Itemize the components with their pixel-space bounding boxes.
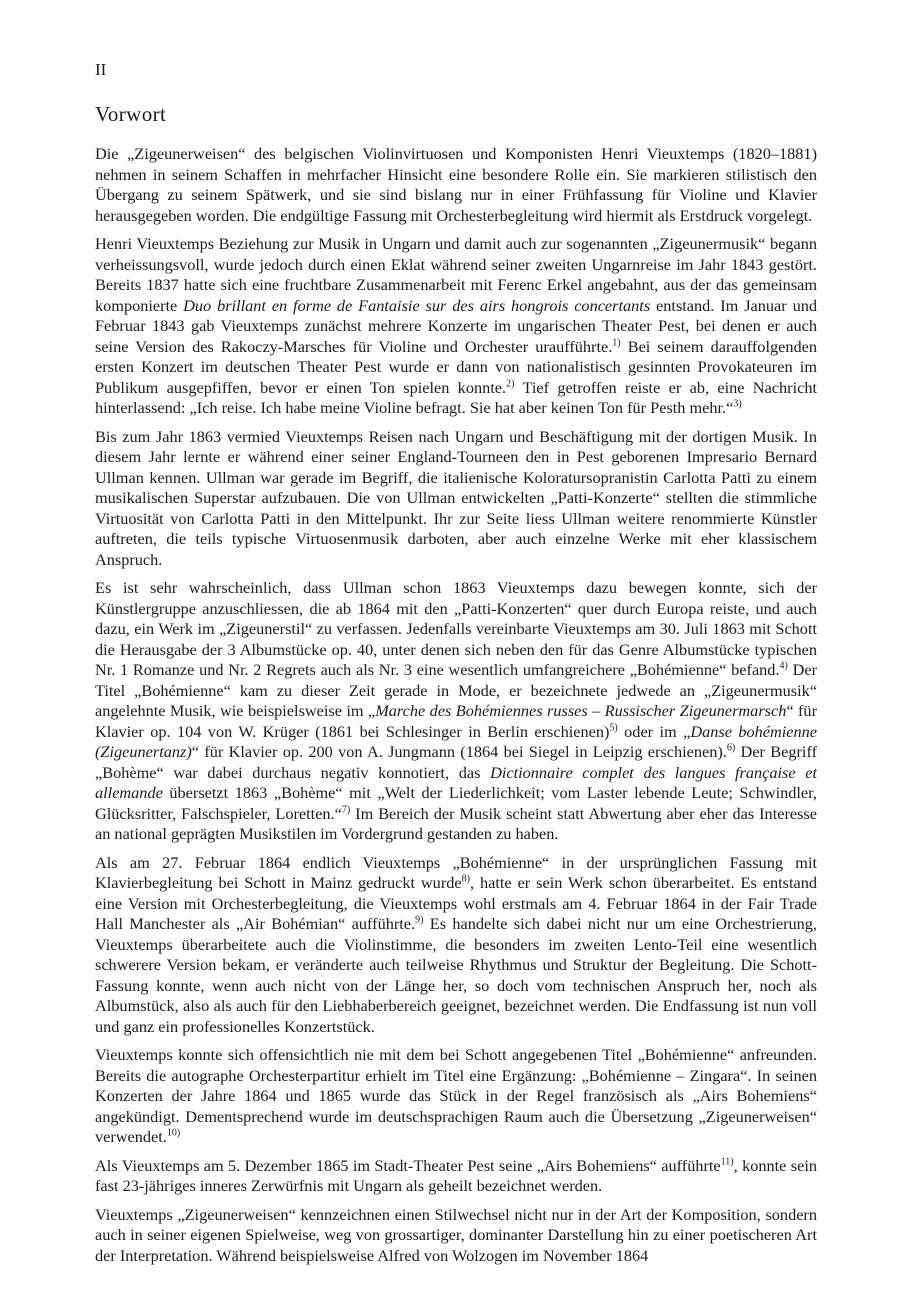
- paragraph: [95, 578, 817, 845]
- text-run: übersetzt 1863 „Bohème“ mit „Welt der Liederlichkeit; vom Laster lebende Leute; Schwindler, Glücksritter, Falschspieler, Loretten.“: [95, 783, 817, 823]
- paragraph: [95, 144, 817, 226]
- footnote-reference: 8): [461, 873, 470, 885]
- italic-text: Marche des Bohémiennes russes – Russischer Zigeunermarsch: [375, 701, 787, 720]
- text-run: Es handelte sich dabei nicht nur um eine Orchestrierung, Vieuxtemps überarbeitete auch die Violinstimme, die besonders im zweiten Lento-Teil eine wesentlich schwerere Version bekam, er veränderte auch teilweise Rhythmus und Struktur der Begleitung. Die Schott-Fassung konnte, wenn auch nicht von der Länge her, so doch vom technischen Anspruch her, noch als Albumstück, also als auch für den Liebhaberbereich geeignet, bezeichnet werden. Die Endfassung ist nun voll und ganz ein professionelles Konzertstück.: [95, 914, 817, 1036]
- italic-text: Duo brillant en forme de Fantaisie sur des airs hongrois concertants: [183, 295, 651, 315]
- text-run: Die „Zigeunerweisen“ des belgischen Violinvirtuosen und Komponisten Henri Vieuxtemps (1820–1881) nehmen in seinem Schaffen in mehrfacher Hinsicht eine besondere Rolle ein. Sie markieren stilistisch den Übergang zu seinem Spätwerk, und sie sind bislang nur in einer Frühfassung für Violine und Klavier herausgegeben worden. Die endgültige Fassung mit Orchesterbegleitung wird hiermit als Erstdruck vorgelegt.: [95, 144, 817, 225]
- paragraph: [95, 1205, 817, 1267]
- text-run: , konnte sein fast 23-jähriges inneres Zerwürfnis mit Ungarn als geheilt bezeichnet werden.: [95, 1155, 817, 1195]
- paragraph: [95, 234, 817, 419]
- text-run: Der Titel „Bohémienne“ kam zu dieser Zeit gerade in Mode, er bezeichnete jedwede an „Zigeunermusik“ angelehnte Musik, wie beispielsweise im „: [95, 660, 817, 720]
- text-run: Als Vieuxtemps am 5. Dezember 1865 im Stadt-Theater Pest seine „Airs Bohemiens“ aufführte: [95, 1155, 721, 1175]
- page-number: II: [95, 60, 107, 79]
- text-run: Bis zum Jahr 1863 vermied Vieuxtemps Reisen nach Ungarn und Beschäftigung mit der dortigen Musik. In diesem Jahr lernte er während einer seiner England-Tourneen den in Pest geborenen Impresario Bernard Ullman kennen. Ullman war gerade im Begriff, die italienische Koloratursopranistin Carlotta Patti zu einem musikalischen Superstar aufzubauen. Die von Ullman entwickelten „Patti-Konzerte“ stellten die stimmliche Virtuosität von Carlotta Patti in den Mittelpunkt. Ihr zur Seite liess Ullman weitere renommierte Künstler auftreten, die teils typische Virtuosenmusik darboten, aber auch einzelne Werke mit eher klassischem Anspruch.: [95, 426, 817, 569]
- text-run: , hatte er sein Werk schon überarbeitet. Es entstand eine Version mit Orchesterbegleitung, die Vieuxtemps wohl erstmals am 4. Februar 1864 in der Fair Trade Hall Manchester als „Air Bohémian“ aufführte.: [95, 873, 817, 933]
- text-run: Im Bereich der Musik scheint statt Abwertung aber eher das Interesse an national geprägten Musikstilen im Vordergrund gestanden zu haben.: [95, 803, 817, 843]
- text-run: Der Begriff „Bohème“ war dabei durchaus negativ konnotiert, das: [95, 742, 817, 782]
- text-run: Bei seinem darauffolgenden ersten Konzert im deutschen Theater Pest wurde er dann von nationalistisch gesinnten Provokateuren im Publikum ausgepfiffen, bevor er einen Ton spielen konnte.: [95, 336, 817, 397]
- footnote-reference: 9): [415, 914, 424, 926]
- text-run: Als am 27. Februar 1864 endlich Vieuxtemps „Bohémienne“ in der ursprünglichen Fassung mit Klavierbegleitung bei Schott in Mainz gedruckt wurde: [95, 852, 817, 892]
- footnote-reference: 3): [733, 398, 742, 410]
- footnote-reference: 11): [720, 1156, 734, 1168]
- page-title: Vorwort: [95, 102, 167, 126]
- footnote-reference: 4): [779, 660, 788, 672]
- document-body: [95, 144, 817, 1266]
- text-run: Vieuxtemps „Zigeunerweisen“ kennzeichnen einen Stilwechsel nicht nur in der Art der Komposition, sondern auch in seiner eigenen Spielweise, weg von grossartiger, dominanter Darstellung hin zu einer poetischeren Art der Interpretation. Während beispielsweise Alfred von Wolzogen im November 1864: [95, 1204, 817, 1265]
- text-run: oder im „: [617, 721, 691, 741]
- paragraph: [95, 427, 817, 571]
- text-run: Henri Vieuxtemps Beziehung zur Musik in Ungarn und damit auch zur sogenannten „Zigeunermusik“ begann verheissungsvoll, wurde jedoch durch einen Eklat während seiner zweiten Ungarnreise im Jahr 1843 gestört. Bereits 1837 hatte sich eine fruchtbare Zusammenarbeit mit Ferenc Erkel angebahnt, aus der das gemeinsam komponierte: [95, 234, 817, 315]
- text-run: “ für Klavier op. 200 von A. Jungmann (1864 bei Siegel in Leipzig erschienen).: [191, 742, 727, 761]
- text-run: Tief getroffen reiste er ab, eine Nachricht hinterlassend: „Ich reise. Ich habe meine Violine befragt. Sie hat aber keinen Ton für Pesth mehr.“: [95, 377, 817, 417]
- footnote-reference: 5): [609, 722, 618, 734]
- footnote-reference: 10): [166, 1127, 181, 1139]
- paragraph: [95, 853, 817, 1038]
- text-run: entstand. Im Januar und Februar 1843 gab Vieuxtemps zunächst mehrere Konzerte im ungarischen Theater Pest, bei denen er auch seine Version des Rakoczy-Marsches für Violine und Orchester uraufführte.: [95, 295, 818, 356]
- paragraph: [95, 1156, 817, 1197]
- text-run: Es ist sehr wahrscheinlich, dass Ullman schon 1863 Vieuxtemps dazu bewegen konnte, sich der Künstlergruppe anzuschliessen, die ab 1864 mit den „Patti-Konzerten“ quer durch Europa reiste, und auch dazu, ein Werk im „Zigeunerstil“ zu verfassen. Jedenfalls vereinbarte Vieuxtemps am 30. Juli 1863 mit Schott die Herausgabe der 3 Albumstücke op. 40, unter denen sich neben den für das Genre Albumstücke typischen Nr. 1 Romanze und Nr. 2 Regrets auch als Nr. 3 eine wesentlich umfangreichere „Bohémienne“ befand.: [95, 578, 817, 679]
- footnote-reference: 1): [612, 337, 621, 349]
- text-run: Vieuxtemps konnte sich offensichtlich nie mit dem bei Schott angegebenen Titel „Bohémienne“ anfreunden. Bereits die autographe Orchesterpartitur erhielt im Titel eine Ergänzung: „Bohémienne – Zingara“. In seinen Konzerten der Jahre 1864 und 1865 wurde das Stück in der Regel französisch als „Airs Bohemiens“ angekündigt. Dementsprechend wurde im deutschsprachigen Raum auch die Übersetzung „Zigeunerweisen“ verwendet.: [95, 1045, 817, 1146]
- footnote-reference: 2): [506, 378, 515, 390]
- italic-text: Dictionnaire complet des langues française et allemande: [95, 762, 817, 802]
- paragraph: [95, 1045, 817, 1148]
- footnote-reference: 6): [726, 742, 736, 754]
- footnote-reference: 7): [341, 804, 351, 816]
- text-run: “ für Klavier op. 104 von W. Krüger (1861 bei Schlesinger in Berlin erschienen): [95, 701, 817, 741]
- italic-text: Danse bohémienne (Zigeunertanz): [95, 721, 817, 761]
